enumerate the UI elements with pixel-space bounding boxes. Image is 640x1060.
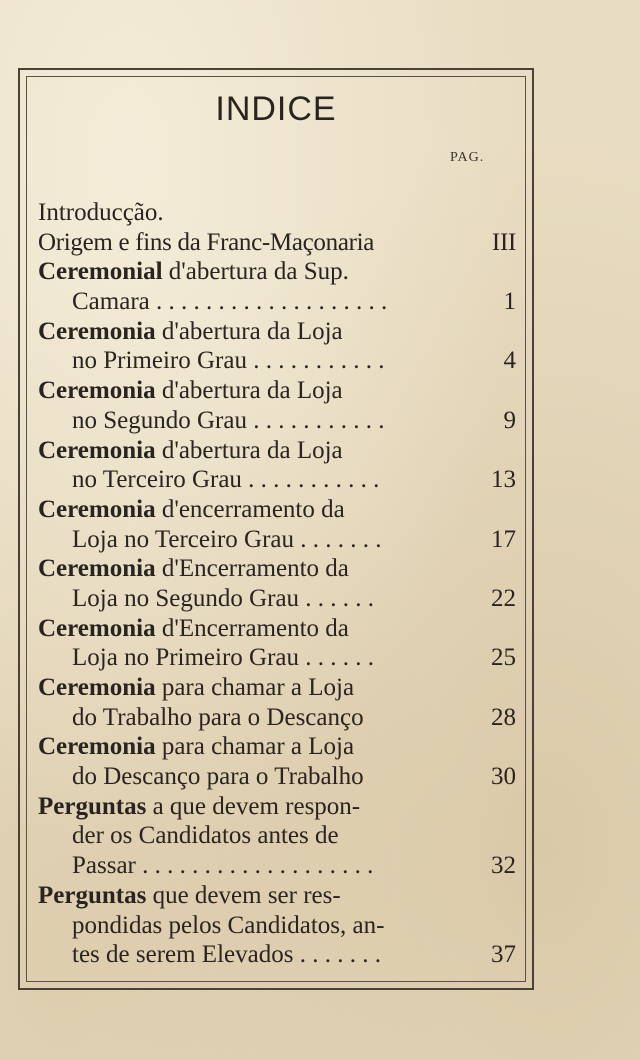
toc-entry-text: Passar . . . . . . . . . . . . . . . . . . . xyxy=(72,852,374,880)
table-of-contents xyxy=(38,198,520,970)
toc-line xyxy=(38,703,520,733)
toc-entry-text: do Descanço para o Trabalho xyxy=(72,763,364,791)
toc-entry-text: Origem e fins da Franc-Maçonaria xyxy=(38,228,375,256)
toc-line xyxy=(38,821,520,851)
toc-page-number: 13 xyxy=(491,466,516,494)
toc-line xyxy=(38,614,520,644)
toc-line xyxy=(38,228,520,258)
index-title: INDICE xyxy=(215,90,337,128)
toc-entry-text: Ceremonia d'abertura da Loja xyxy=(38,317,343,345)
toc-entry-text: der os Candidatos antes de xyxy=(72,822,339,850)
toc-entry-text: Ceremonia d'encerramento da xyxy=(38,495,345,523)
toc-page-number: 37 xyxy=(491,941,516,969)
toc-entry-text: no Primeiro Grau . . . . . . . . . . . xyxy=(72,347,385,375)
toc-line xyxy=(38,673,520,703)
toc-line xyxy=(38,376,520,406)
toc-line xyxy=(38,465,520,495)
toc-page-number: 9 xyxy=(503,406,516,434)
toc-line xyxy=(38,792,520,822)
toc-entry-text: Perguntas que devem ser res- xyxy=(38,881,341,909)
toc-entry-text: tes de serem Elevados . . . . . . . xyxy=(72,941,381,969)
toc-entry-text: Introducção. xyxy=(38,199,164,226)
toc-entry-text: Loja no Terceiro Grau . . . . . . . xyxy=(72,525,382,553)
toc-page-number: 1 xyxy=(503,288,516,316)
toc-entry-text: Loja no Segundo Grau . . . . . . xyxy=(72,584,375,612)
toc-page-number: III xyxy=(491,228,516,256)
toc-entry-text: Loja no Primeiro Grau . . . . . . xyxy=(72,644,375,672)
toc-entry-text: Ceremonia d'abertura da Loja xyxy=(38,377,343,405)
toc-line xyxy=(38,940,520,970)
toc-entry-text: pondidas pelos Candidatos, an- xyxy=(72,911,385,939)
toc-entry-text: Ceremonia d'Encerramento da xyxy=(38,614,349,642)
toc-entry-text: Ceremonial d'abertura da Sup. xyxy=(38,258,349,286)
toc-line xyxy=(38,732,520,762)
toc-page-number: 28 xyxy=(491,703,516,731)
toc-line xyxy=(38,287,520,317)
toc-page-number: 22 xyxy=(491,584,516,612)
toc-page-number: 32 xyxy=(491,852,516,880)
toc-entry-text: no Segundo Grau . . . . . . . . . . . xyxy=(72,406,385,434)
toc-line xyxy=(38,317,520,347)
toc-line xyxy=(38,495,520,525)
toc-entry-text: Ceremonia para chamar a Loja xyxy=(38,733,355,761)
toc-line xyxy=(38,198,520,228)
toc-line xyxy=(38,851,520,881)
toc-line xyxy=(38,525,520,555)
toc-line xyxy=(38,911,520,941)
toc-page-number: 17 xyxy=(491,525,516,553)
toc-line xyxy=(38,554,520,584)
toc-line xyxy=(38,584,520,614)
toc-entry-text: Perguntas a que devem respon- xyxy=(38,792,361,820)
toc-entry-text: Ceremonia d'Encerramento da xyxy=(38,555,349,583)
toc-page-number: 4 xyxy=(503,347,516,375)
toc-entry-text: no Terceiro Grau . . . . . . . . . . . xyxy=(72,466,380,494)
toc-line xyxy=(38,881,520,911)
toc-line xyxy=(38,406,520,436)
toc-entry-text: Camara . . . . . . . . . . . . . . . . . . . xyxy=(72,288,388,316)
toc-line xyxy=(38,643,520,673)
toc-page-number: 30 xyxy=(491,763,516,791)
page-column-header: PAG. xyxy=(450,150,485,165)
toc-line xyxy=(38,346,520,376)
toc-page-number: 25 xyxy=(491,644,516,672)
toc-line xyxy=(38,762,520,792)
toc-line xyxy=(38,436,520,466)
toc-line xyxy=(38,257,520,287)
toc-entry-text: do Trabalho para o Descanço xyxy=(72,703,364,731)
toc-entry-text: Ceremonia d'abertura da Loja xyxy=(38,436,343,464)
toc-entry-text: Ceremonia para chamar a Loja xyxy=(38,674,355,701)
